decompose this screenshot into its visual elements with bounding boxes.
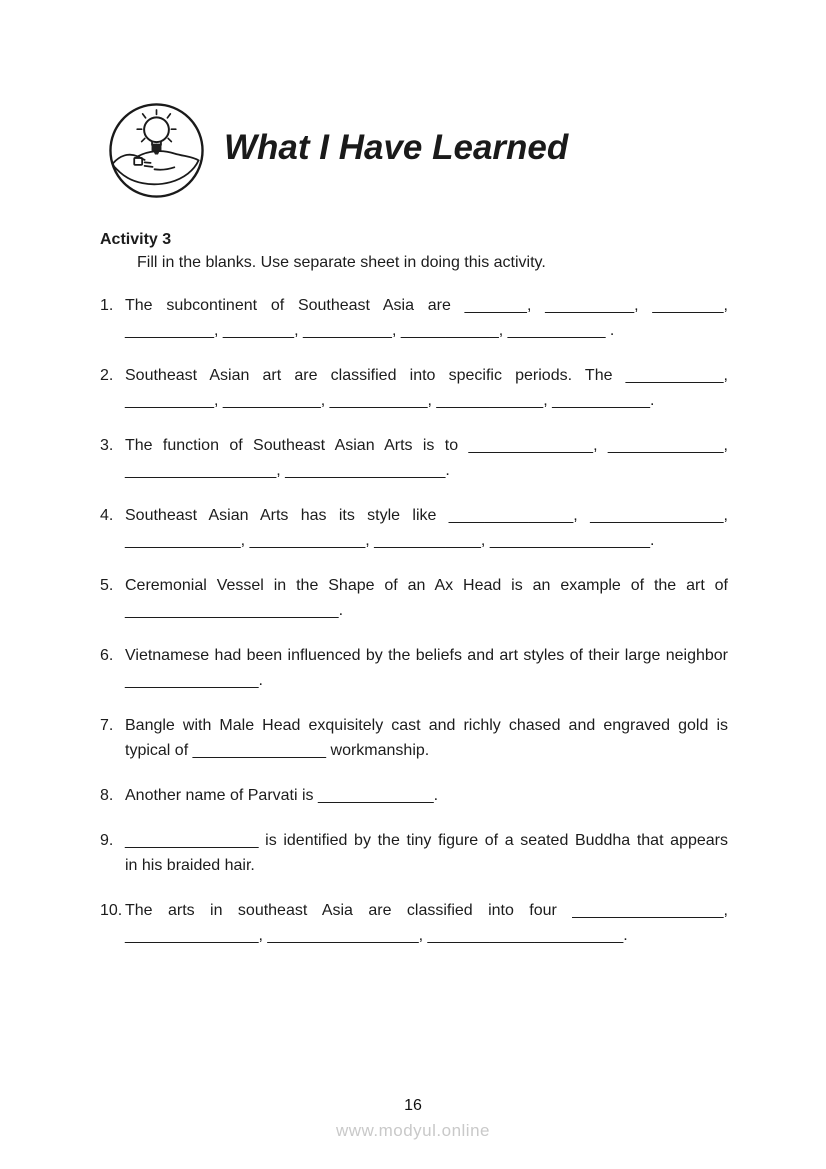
worksheet-item [100,713,728,763]
item-line: __________, ___________, ___________, ____________, ___________. [125,392,655,409]
item-lines [125,713,728,763]
item-number: 10. [100,902,123,919]
item-lines [125,363,728,413]
watermark-url: www.modyul.online [335,1121,490,1140]
item-lines [125,643,728,693]
worksheet-item [100,783,728,808]
item-number: 4. [100,507,114,524]
worksheet-item [100,828,728,878]
item-line: Southeast Asian art are classified into specific periods. The ___________, [125,367,728,384]
item-number: 6. [100,647,114,664]
item-line: The arts in southeast Asia are classified into four _________________, [125,902,728,919]
item-line: in his braided hair. [125,857,255,874]
item-lines [125,898,728,948]
activity-instruction: Fill in the blanks. Use separate sheet in doing this activity. [137,254,546,271]
item-line: The subcontinent of Southeast Asia are _______, __________, ________, [125,297,728,314]
item-number: 9. [100,832,114,849]
worksheet-item [100,503,728,553]
page-title: What I Have Learned [224,128,569,167]
item-lines [125,828,728,878]
worksheet-item [100,898,728,948]
item-number: 5. [100,577,114,594]
worksheet-item [100,293,728,343]
item-number: 7. [100,717,114,734]
item-number: 1. [100,297,114,314]
item-line: The function of Southeast Asian Arts is to ______________, _____________, [125,437,728,454]
item-line: Bangle with Male Head exquisitely cast and richly chased and engraved gold is [125,717,728,734]
item-line: typical of _______________ workmanship. [125,742,430,759]
item-lines [125,433,728,483]
activity-heading: Activity 3 [100,231,172,248]
item-lines [125,573,728,623]
item-number: 3. [100,437,114,454]
item-number: 2. [100,367,114,384]
lightbulb-hand-icon [107,101,206,200]
item-line: ________________________. [125,602,344,619]
item-line: _______________. [125,672,263,689]
item-line: Ceremonial Vessel in the Shape of an Ax Head is an example of the art of [125,577,728,594]
worksheet-item [100,643,728,693]
item-line: Another name of Parvati is _____________. [125,787,439,804]
page-number: 16 [404,1097,422,1114]
item-line: __________, ________, __________, ___________, ___________ . [125,322,615,339]
item-number: 8. [100,787,114,804]
item-line: _____________, _____________, ____________, __________________. [125,532,655,549]
worksheet-item [100,573,728,623]
item-line: _________________, __________________. [125,462,450,479]
items-list [100,293,728,968]
item-line: Vietnamese had been influenced by the beliefs and art styles of their large neighbor [125,647,728,664]
item-lines [125,293,728,343]
item-lines [125,783,728,808]
item-line: _______________ is identified by the tiny figure of a seated Buddha that appears [125,832,728,849]
item-line: _______________, _________________, ______________________. [125,927,628,944]
item-lines [125,503,728,553]
worksheet-item [100,433,728,483]
item-line: Southeast Asian Arts has its style like ______________, _______________, [125,507,728,524]
worksheet-item [100,363,728,413]
